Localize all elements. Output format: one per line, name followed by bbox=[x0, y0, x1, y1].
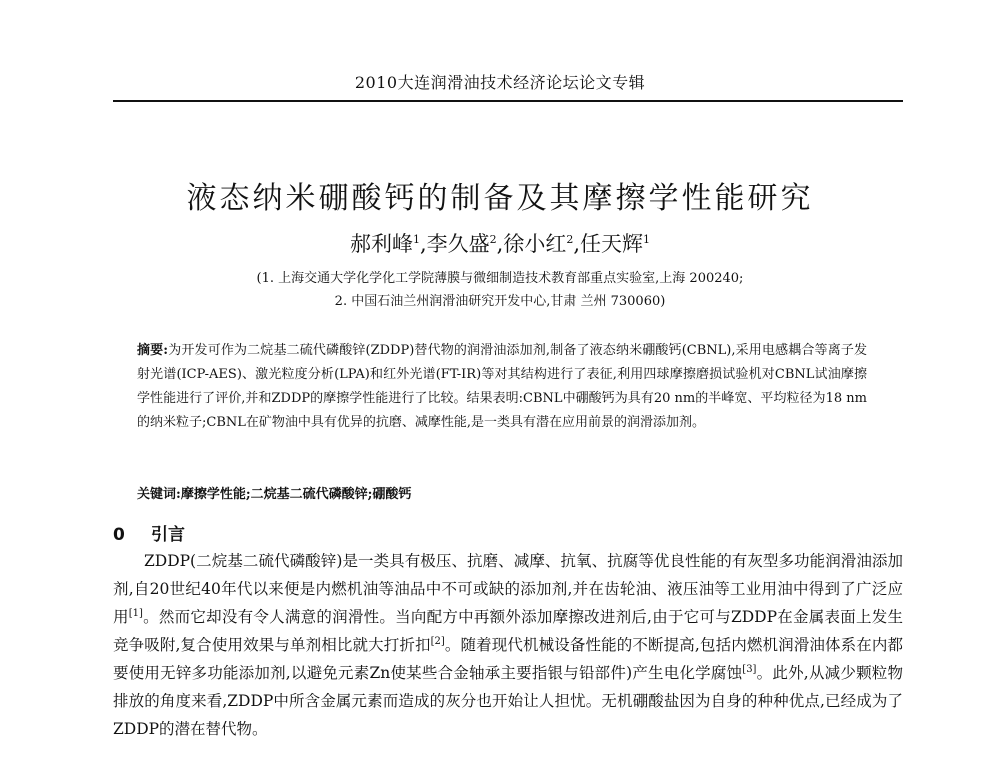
body-text-segment: 。然而它却没有令人满意的润滑性。当向配方中再额外添加摩擦改进剂后,由于它可与ZDDP在金属表面上发生竞争吸附,复合使用效果与单剂相比就大打折扣 bbox=[113, 608, 903, 654]
author-separator: , bbox=[496, 232, 504, 256]
author-separator: , bbox=[419, 232, 427, 256]
section-heading bbox=[113, 520, 185, 545]
affiliation-marker: 1 bbox=[412, 233, 420, 246]
abstract bbox=[137, 339, 867, 435]
abstract-label: 摘要: bbox=[137, 343, 169, 358]
keywords-label: 关键词: bbox=[137, 487, 181, 502]
author-name: 郝利峰 bbox=[349, 232, 413, 256]
header-rule bbox=[113, 100, 903, 102]
affiliation-line: (1. 上海交通大学化学化工学院薄膜与微细制造技术教育部重点实验室,上海 200240; bbox=[256, 271, 744, 286]
abstract-text: 为开发可作为二烷基二硫代磷酸锌(ZDDP)替代物的润滑油添加剂,制备了液态纳米硼酸钙(CBNL),采用电感耦合等离子发射光谱(ICP-AES)、激光粒度分析(LPA)和红外光谱(FT-IR)等对其结构进行了表征,利用四球摩擦磨损试验机对CBNL试油摩擦学性能进行了评价,并和ZDDP的摩擦学性能进行了比较。结果表明:CBNL中硼酸钙为具有20 nm的半峰宽、平均粒径为18 nm的纳米粒子;CBNL在矿物油中具有优异的抗磨、减摩性能,是一类具有潜在应用前景的润滑添加剂。 bbox=[137, 343, 867, 430]
affiliation-line: 2. 中国石油兰州润滑油研究开发中心,甘肃 兰州 730060) bbox=[334, 294, 666, 309]
citation-ref[interactable]: [2] bbox=[430, 635, 445, 647]
author-name: 李久盛 bbox=[426, 232, 490, 256]
body-text-segment: 。此外,从减少颗粒物排放的角度来看,ZDDP中所含金属元素而造成的灰分也开始让人担忧。无机硼酸盐因为自身的种种优点,已经成为了ZDDP的潜在替代物。 bbox=[113, 664, 903, 738]
affiliation-marker: 2 bbox=[489, 233, 497, 246]
body-text-segment: 。随着现代机械设备性能的不断提高,包括内燃机润滑油体系在内都要使用无锌多功能添加剂,以避免元素Zn使某些合金轴承主要指银与铅部件)产生电化学腐蚀 bbox=[113, 636, 903, 682]
citation-ref[interactable]: [1] bbox=[128, 607, 143, 619]
body-text-segment: ZDDP(二烷基二硫代磷酸锌)是一类具有极压、抗磨、减摩、抗氧、抗腐等优良性能的有灰型多功能润滑油添加剂,自20世纪40年代以来便是内燃机油等油品中不可或缺的添加剂,并在齿轮油、液压油等工业用油中得到了广泛应用 bbox=[113, 552, 903, 626]
affiliation-marker: 1 bbox=[643, 233, 651, 246]
author-separator: , bbox=[573, 232, 581, 256]
paper-title: 液态纳米硼酸钙的制备及其摩擦学性能研究 bbox=[186, 181, 814, 217]
affiliation-marker: 2 bbox=[566, 233, 574, 246]
author-name: 任天辉 bbox=[580, 232, 644, 256]
section-number: 0 bbox=[113, 525, 125, 545]
section-title: 引言 bbox=[151, 525, 185, 545]
body-paragraph bbox=[113, 547, 903, 743]
author-list bbox=[0, 228, 1000, 258]
keywords-text: 摩擦学性能;二烷基二硫代磷酸锌;硼酸钙 bbox=[180, 487, 412, 502]
running-head: 2010大连润滑油技术经济论坛论文专辑 bbox=[354, 73, 646, 92]
author-name: 徐小红 bbox=[503, 232, 567, 256]
keywords bbox=[137, 483, 867, 502]
citation-ref[interactable]: [3] bbox=[742, 663, 757, 675]
